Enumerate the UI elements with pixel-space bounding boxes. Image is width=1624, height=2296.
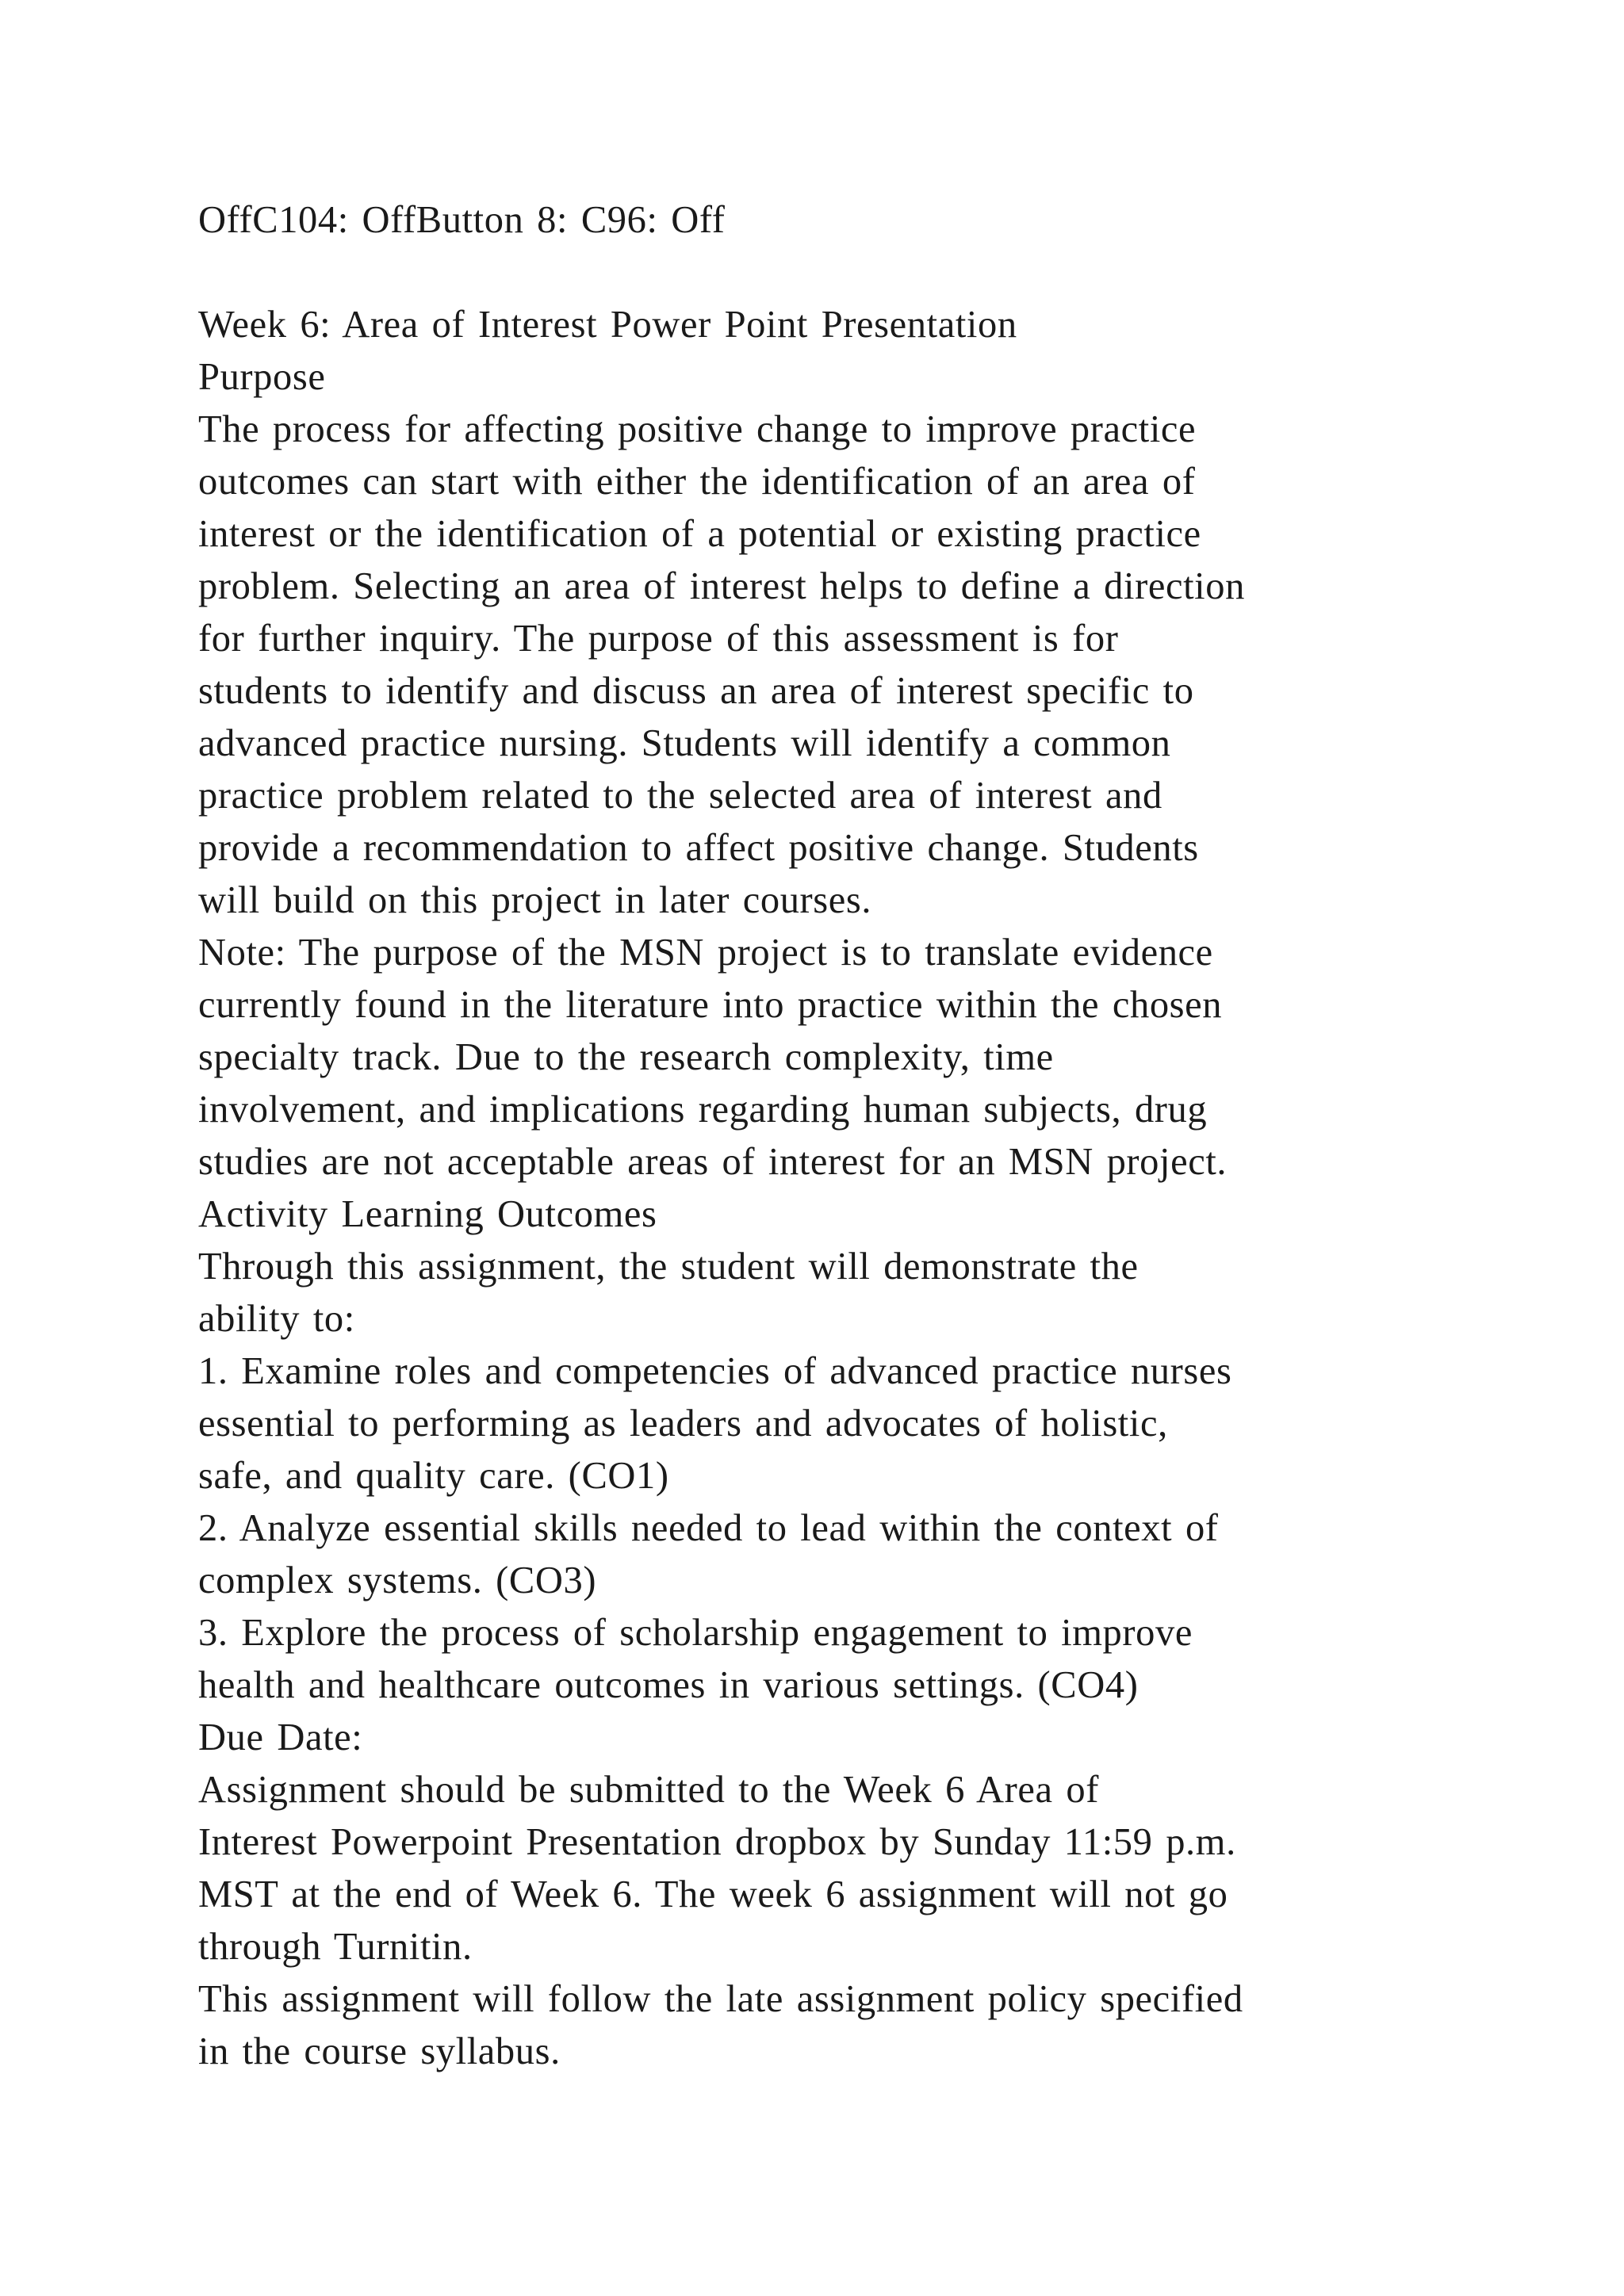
- document-body: [198, 194, 1530, 2078]
- text-line: This assignment will follow the late assignment policy specified: [198, 1978, 1243, 2020]
- text-line: safe, and quality care. (CO1): [198, 1455, 669, 1497]
- text-line: advanced practice nursing. Students will identify a common: [198, 722, 1171, 764]
- text-line: outcomes can start with either the identification of an area of: [198, 461, 1196, 503]
- text-line: Interest Powerpoint Presentation dropbox by Sunday 11:59 p.m.: [198, 1821, 1236, 1863]
- outcome-item: 1. Examine roles and competencies of advanced practice nurses: [198, 1350, 1232, 1392]
- text-line: specialty track. Due to the research complexity, time: [198, 1036, 1054, 1078]
- text-line: Through this assignment, the student will demonstrate the: [198, 1246, 1139, 1288]
- text-line: practice problem related to the selected area of interest and: [198, 775, 1162, 817]
- text-line: The process for affecting positive change to improve practice: [198, 408, 1197, 450]
- text-line: students to identify and discuss an area of interest specific to: [198, 670, 1194, 712]
- text-line: Assignment should be submitted to the Week 6 Area of: [198, 1769, 1099, 1811]
- assignment-title: Week 6: Area of Interest Power Point Presentation: [198, 304, 1017, 346]
- text-line: MST at the end of Week 6. The week 6 assignment will not go: [198, 1873, 1228, 1915]
- text-line: essential to performing as leaders and advocates of holistic,: [198, 1402, 1168, 1445]
- outcome-item: 2. Analyze essential skills needed to lead within the context of: [198, 1507, 1219, 1549]
- text-line: for further inquiry. The purpose of this assessment is for: [198, 618, 1119, 660]
- text-line: through Turnitin.: [198, 1926, 473, 1968]
- section-heading-due-date: Due Date:: [198, 1716, 363, 1758]
- header-line: OffC104: OffButton 8: C96: Off: [198, 199, 726, 241]
- text-line: involvement, and implications regarding human subjects, drug: [198, 1089, 1208, 1131]
- text-line: ability to:: [198, 1298, 355, 1340]
- outcome-item: 3. Explore the process of scholarship engagement to improve: [198, 1612, 1193, 1654]
- text-line: complex systems. (CO3): [198, 1559, 597, 1601]
- text-line: problem. Selecting an area of interest helps to define a direction: [198, 565, 1245, 607]
- text-line: provide a recommendation to affect positive change. Students: [198, 827, 1199, 869]
- text-line: will build on this project in later courses.: [198, 879, 872, 921]
- section-heading-purpose: Purpose: [198, 356, 326, 398]
- text-line: Note: The purpose of the MSN project is to translate evidence: [198, 932, 1213, 974]
- section-heading-outcomes: Activity Learning Outcomes: [198, 1193, 657, 1235]
- text-line: currently found in the literature into practice within the chosen: [198, 984, 1223, 1026]
- blank-line: [198, 247, 1530, 299]
- text-line: in the course syllabus.: [198, 2030, 561, 2072]
- text-line: interest or the identification of a potential or existing practice: [198, 513, 1201, 555]
- text-line: studies are not acceptable areas of interest for an MSN project.: [198, 1141, 1228, 1183]
- text-line: health and healthcare outcomes in various settings. (CO4): [198, 1664, 1139, 1706]
